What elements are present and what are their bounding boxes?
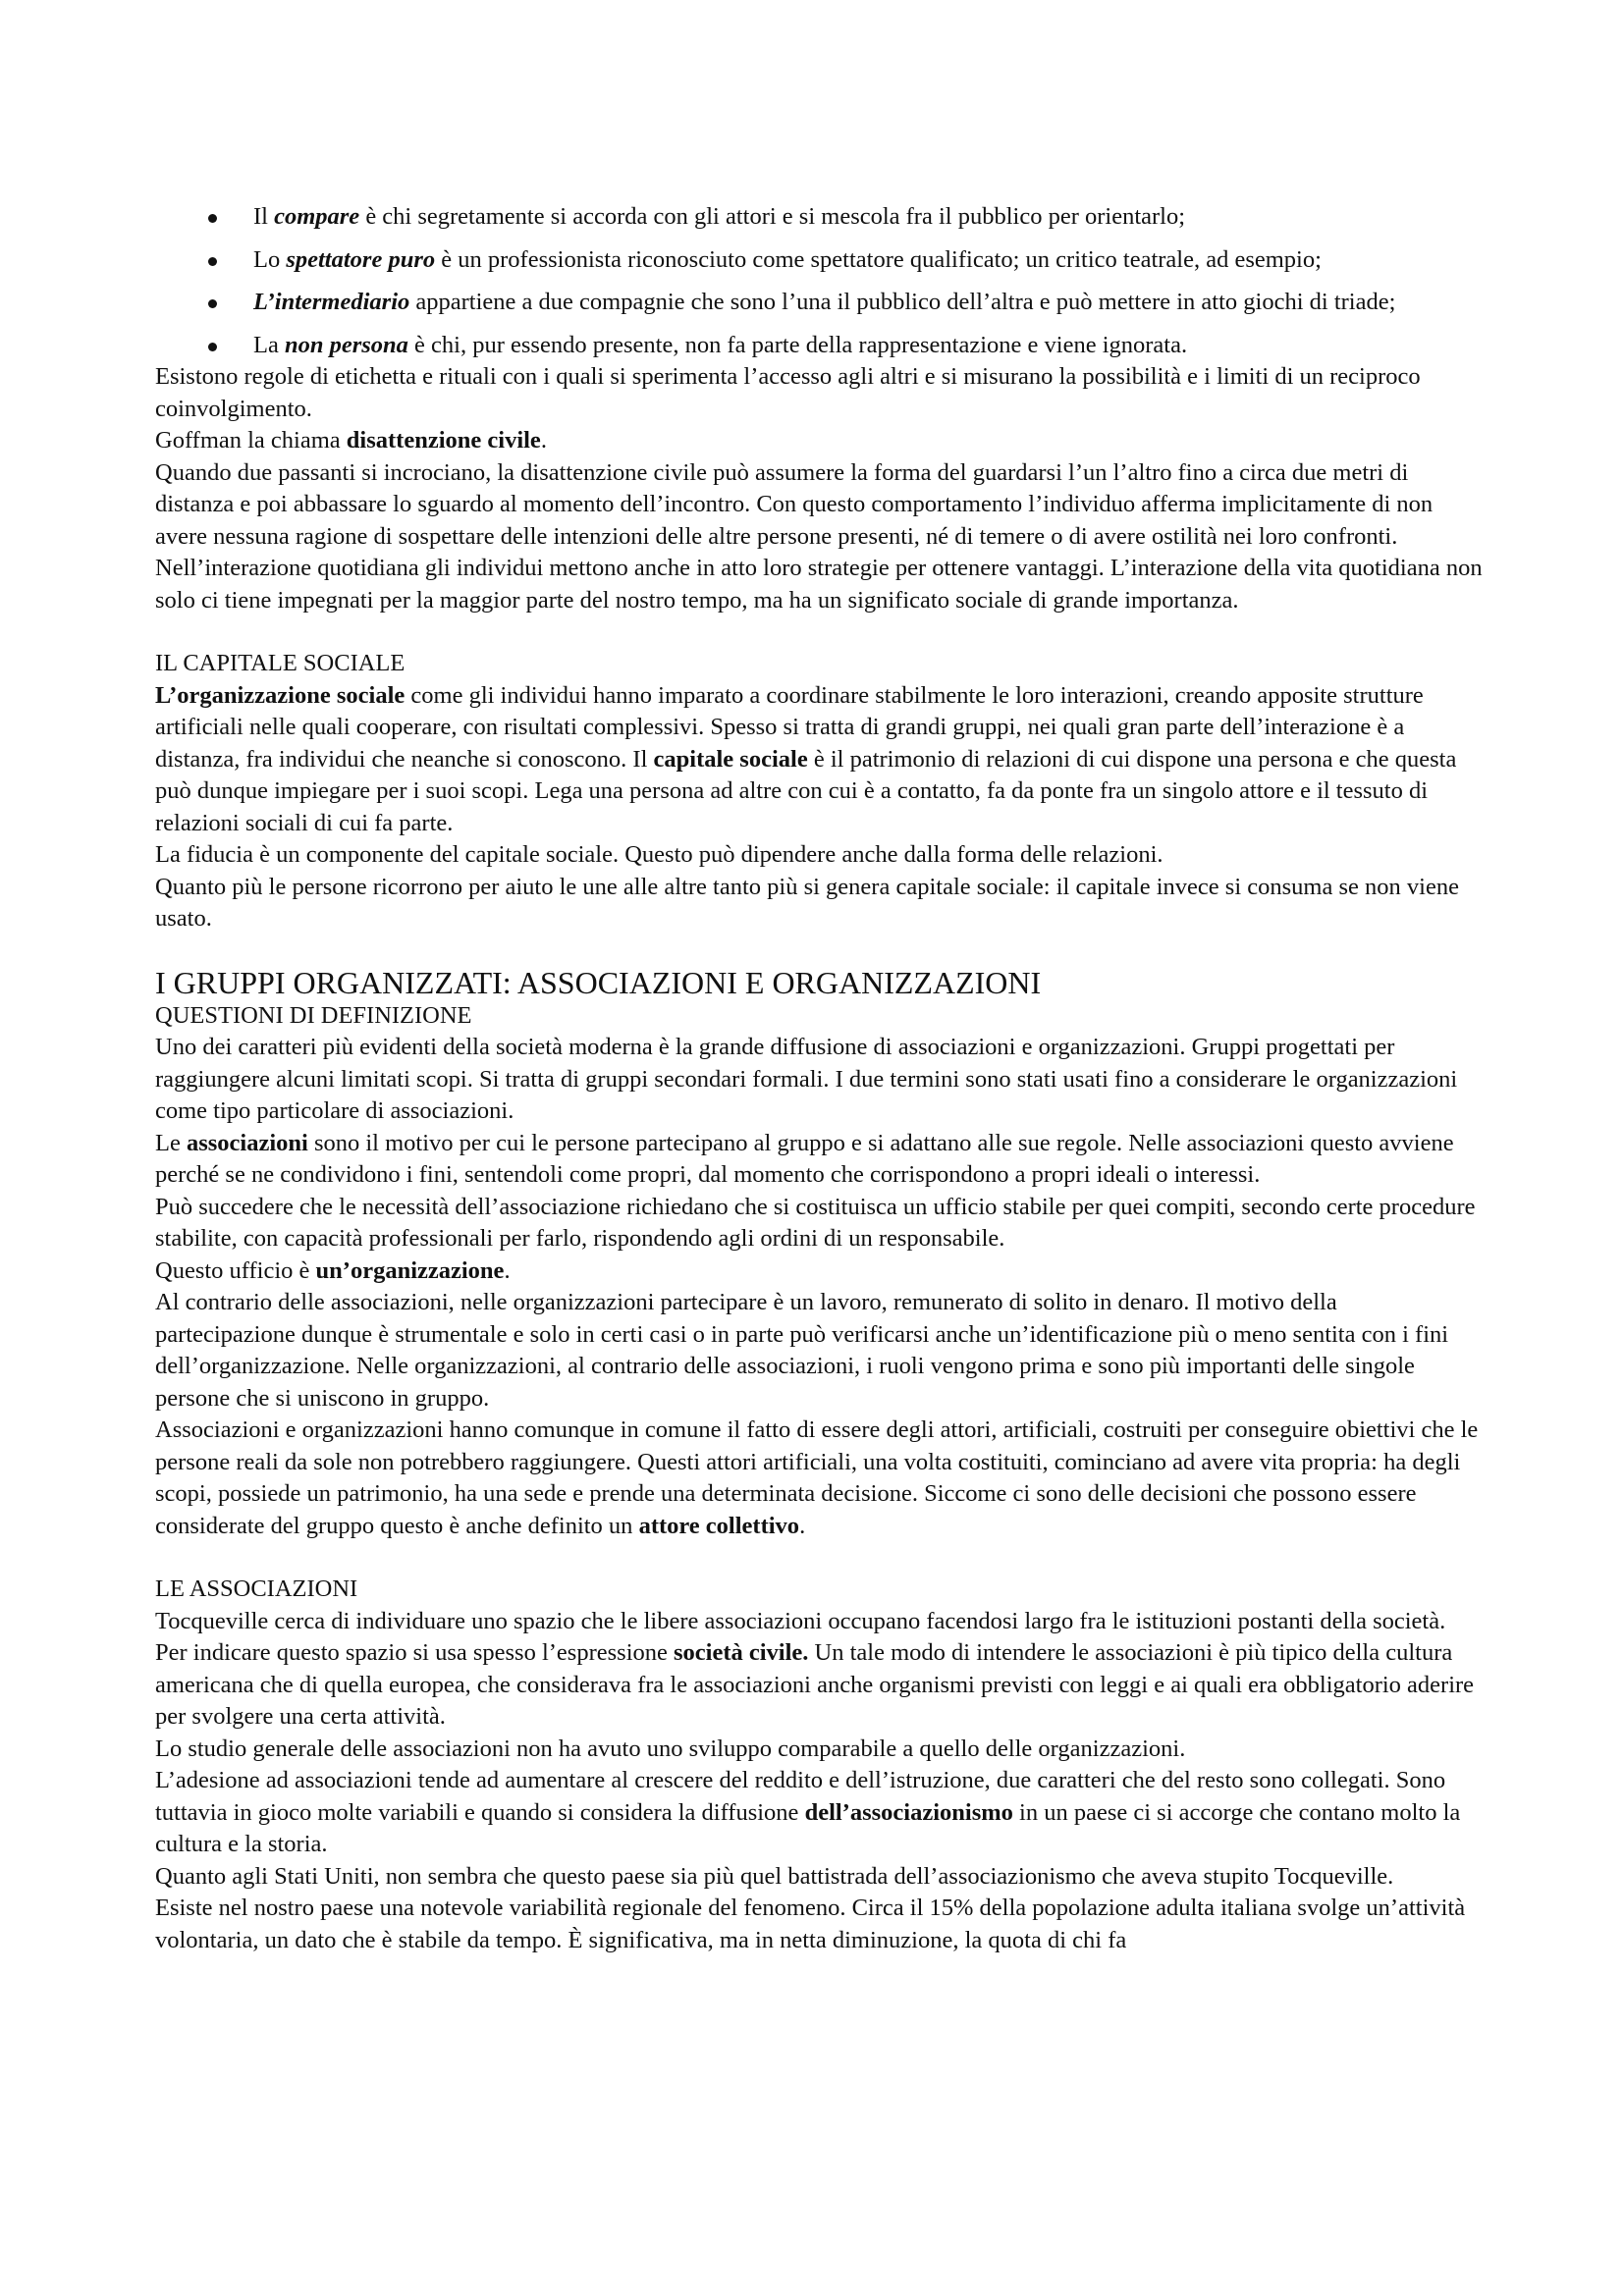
paragraph: Può succedere che le necessità dell’associazione richiedano che si costituisca un ufficio stabile per quei compiti, secondo certe procedure stabilite, con capacità professionali per farlo, rispondendo agli ordini di un responsabile. (155, 1193, 1476, 1252)
bullet-term: spettatore puro (286, 245, 436, 273)
bullet-spettatore-puro: Lo spettatore puro è un professionista riconosciuto come spettatore qualificato; un critico teatrale, ad esempio; (253, 244, 1483, 277)
paragraph: Tocqueville cerca di individuare uno spazio che le libere associazioni occupano facendosi largo fra le istituzioni postanti della società. Per indicare questo spazio si usa spesso l’espressione società civile. Un tale modo di intendere le associazioni è più tipico della cultura americana che di quella europea, che considerava fra le associazioni anche organismi previsti con leggi e ai quali era obbligatorio aderire per svolgere una certa attività. (155, 1607, 1475, 1730)
paragraph: Le associazioni sono il motivo per cui le persone partecipano al gruppo e si adattano alle sue regole. Nelle associazioni questo avviene perché se ne condividono i fini, sentendoli come propri, dal momento che corrispondono a propri ideali o interessi. (155, 1129, 1454, 1188)
key-term: dell’associazionismo (804, 1798, 1013, 1826)
page-content (155, 201, 1483, 1956)
key-term: capitale sociale (653, 745, 808, 773)
paragraph: L’organizzazione sociale come gli individui hanno imparato a coordinare stabilmente le loro interazioni, creando apposite strutture artificiali nelle quali cooperare, con risultati complessivi. Spesso si tratta di grandi gruppi, nei quali gran parte dell’interazione è a distanza, fra individui che neanche si conoscono. Il capitale sociale è il patrimonio di relazioni di cui dispone una persona e che questa può dunque impiegare per i suoi scopi. Lega una persona ad altre con cui è a contatto, fa da ponte fra un singolo attore e il tessuto di relazioni sociali di cui fa parte. (155, 681, 1457, 836)
key-term: società civile. (674, 1639, 809, 1666)
paragraph: Questo ufficio è un’organizzazione. (155, 1256, 511, 1284)
paragraph: Nell’interazione quotidiana gli individui mettono anche in atto loro strategie per ottenere vantaggi. L’interazione della vita quotidiana non solo ci tiene impegnati per la maggior parte del nostro tempo, ma ha un significato sociale di grande importanza. (155, 555, 1483, 614)
section-heading-capitale-sociale: IL CAPITALE SOCIALE (155, 650, 406, 676)
bullet-compare: Il compare è chi segretamente si accorda con gli attori e si mescola fra il pubblico per orientarlo; (253, 201, 1483, 234)
paragraph: Esistono regole di etichetta e rituali con i quali si sperimenta l’accesso agli altri e si misurano la possibilità e i limiti di un reciproco coinvolgimento. (155, 363, 1421, 422)
paragraph: Goffman la chiama disattenzione civile. (155, 427, 547, 454)
paragraph: Quando due passanti si incrociano, la disattenzione civile può assumere la forma del guardarsi l’un l’altro fino a circa due metri di distanza e poi abbassare lo sguardo al momento dell’incontro. Con questo comportamento l’individuo afferma implicitamente di non avere nessuna ragione di sospettare delle intenzioni delle altre persone presenti, né di temere o di avere ostilità nei loro confronti. (155, 458, 1434, 550)
paragraph: Lo studio generale delle associazioni non ha avuto uno sviluppo comparabile a quello delle organizzazioni. (155, 1735, 1186, 1762)
paragraph: Quanto più le persone ricorrono per aiuto le une alle altre tanto più si genera capitale sociale: il capitale invece si consuma se non viene usato. (155, 873, 1459, 932)
paragraph: Associazioni e organizzazioni hanno comunque in comune il fatto di essere degli attori, artificiali, costruiti per conseguire obiettivi che le persone reali da sole non potrebbero raggiungere. Questi attori artificiali, una volta costituiti, cominciano ad avere vita propria: ha degli scopi, possiede un patrimonio, ha una sede e prende una determinata decisione. Siccome ci sono delle decisioni che possono essere considerate del gruppo questo è anche definito un attore collettivo. (155, 1416, 1479, 1539)
paragraph: Al contrario delle associazioni, nelle organizzazioni partecipare è un lavoro, remunerato di solito in denaro. Il motivo della partecipazione dunque è strumentale e solo in certi casi o in parte può verificarsi anche un’identificazione più o meno sentita con i fini dell’organizzazione. Nelle organizzazioni, al contrario delle associazioni, i ruoli vengono prima e sono più importanti delle singole persone che si uniscono in gruppo. (155, 1289, 1449, 1412)
paragraph: Quanto agli Stati Uniti, non sembra che questo paese sia più quel battistrada dell’associazionismo che aveva stupito Tocqueville. (155, 1862, 1394, 1890)
bullet-non-persona: La non persona è chi, pur essendo presente, non fa parte della rappresentazione e viene ignorata. (253, 330, 1483, 362)
section-heading-questioni-di-definizione: QUESTIONI DI DEFINIZIONE (155, 1001, 472, 1029)
paragraph: La fiducia è un componente del capitale sociale. Questo può dipendere anche dalla forma delle relazioni. (155, 841, 1163, 868)
key-term: disattenzione civile (346, 427, 541, 454)
key-term: un’organizzazione (315, 1256, 505, 1284)
bullet-intermediario: L’intermediario appartiene a due compagnie che sono l’una il pubblico dell’altra e può mettere in atto giochi di triade; (253, 287, 1483, 319)
key-term: attore collettivo (638, 1512, 800, 1539)
bullet-term: L’intermediario (253, 289, 410, 315)
paragraph: Uno dei caratteri più evidenti della società moderna è la grande diffusione di associazioni e organizzazioni. Gruppi progettati per raggiungere alcuni limitati scopi. Si tratta di gruppi secondari formali. I due termini sono stati usati fino a considerare le organizzazioni come tipo particolare di associazioni. (155, 1034, 1458, 1124)
role-bullet-list (155, 201, 1483, 361)
bullet-term: non persona (284, 331, 408, 358)
paragraph: Esiste nel nostro paese una notevole variabilità regionale del fenomeno. Circa il 15% della popolazione adulta italiana svolge un’attività volontaria, un dato che è stabile da tempo. È significativa, ma in netta diminuzione, la quota di chi fa (155, 1895, 1466, 1953)
key-term: L’organizzazione sociale (155, 681, 406, 709)
key-term: associazioni (186, 1129, 308, 1156)
section-heading-le-associazioni: LE ASSOCIAZIONI (155, 1575, 358, 1602)
paragraph: L’adesione ad associazioni tende ad aumentare al crescere del reddito e dell’istruzione, due caratteri che del resto sono collegati. Sono tuttavia in gioco molte variabili e quando si considera la diffusione dell’associazionismo in un paese ci si accorge che contano molto la cultura e la storia. (155, 1767, 1461, 1857)
bullet-term: compare (274, 203, 360, 230)
chapter-heading: I GRUPPI ORGANIZZATI: ASSOCIAZIONI E ORGANIZZAZIONI (155, 964, 1042, 1000)
